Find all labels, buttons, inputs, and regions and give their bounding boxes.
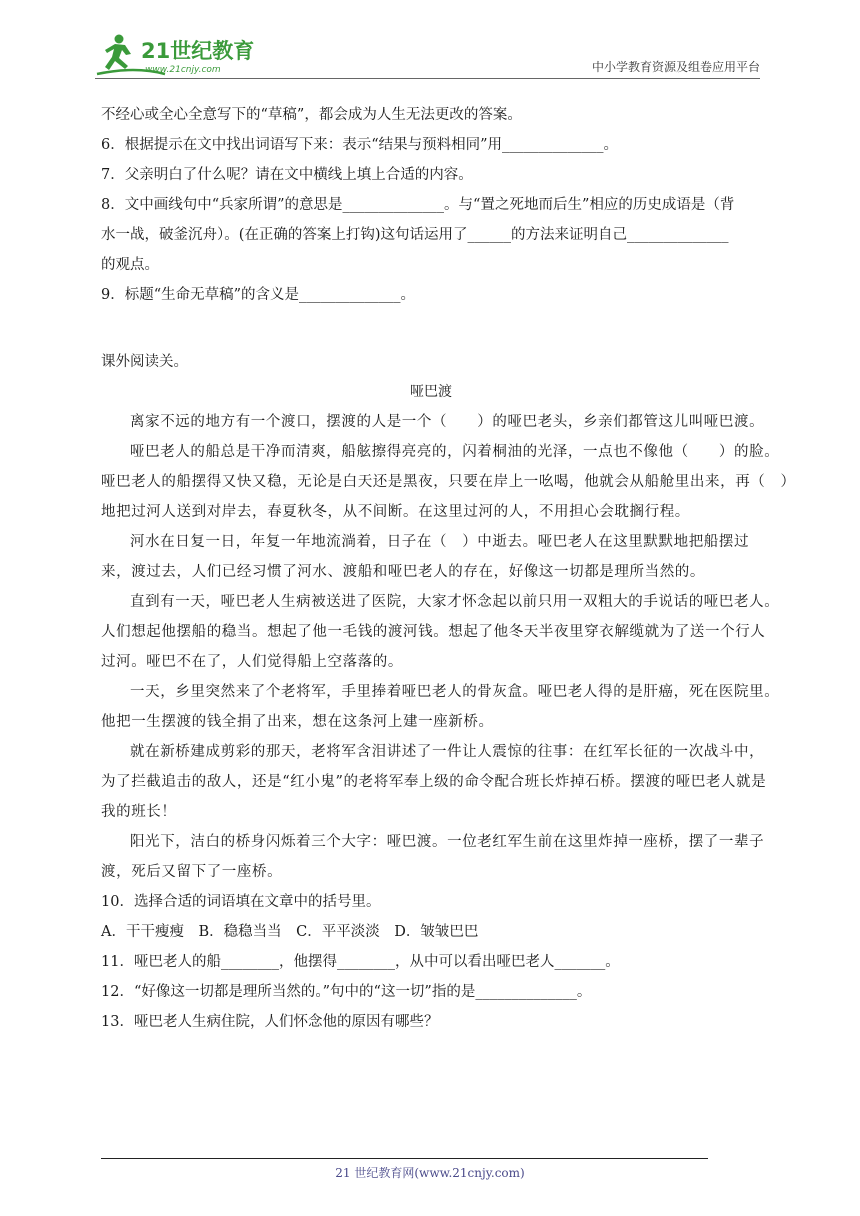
question-8-line-1: 8．文中画线句中“兵家所谓”的意思是______________。与“置之死地而后生”相应的历史成语是（背 [101,197,735,213]
story-line: 为了拦截追击的敌人，还是“红小鬼”的老将军奉上级的命令配合班长炸掉石桥。摆渡的哑巴老人就是 [101,774,767,790]
question-6: 6．根据提示在文中找出词语写下来：表示“结果与预料相同”用______________。 [101,137,619,153]
header-divider [95,78,760,79]
story-line: 过河。哑巴不在了，人们觉得船上空落落的。 [101,654,403,670]
question-10: 10．选择合适的词语填在文章中的括号里。 [101,894,381,910]
story-line: 河水在日复一日，年复一年地流淌着，日子在（ ）中逝去。哑巴老人在这里默默地把船摆过 [130,534,750,550]
story-line: 哑巴老人的船总是干净而清爽，船舷擦得亮亮的，闪着桐油的光泽，一点也不像他（ ）的脸。 [130,444,780,460]
story-line: 离家不远的地方有一个渡口，摆渡的人是一个（ ）的哑巴老头，乡亲们都管这儿叫哑巴渡。 [130,414,765,430]
story-line: 渡，死后又留下了一座桥。 [101,864,283,880]
story-line: 就在新桥建成剪彩的那天，老将军含泪讲述了一件让人震惊的往事：在红军长征的一次战斗中， [130,744,765,760]
question-10-options: A．干干瘦瘦 B．稳稳当当 C．平平淡淡 D．皱皱巴巴 [101,924,479,940]
question-8-line-3: 的观点。 [101,257,159,273]
site-logo [95,30,265,78]
logo-text: 21世纪教育 [141,39,255,63]
question-12: 12．“好像这一切都是理所当然的。”句中的“这一切”指的是______________。 [101,984,592,1000]
document-body [101,100,796,1037]
story-line: 人们想起他摆船的稳当。想起了他一毛钱的渡河钱。想起了他冬天半夜里穿衣解缆就为了送一个行人 [101,624,766,640]
question-11: 11．哑巴老人的船________，他摆得________，从中可以看出哑巴老人_______。 [101,954,620,970]
footer-divider [101,1158,708,1159]
story-line: 直到有一天，哑巴老人生病被送进了医院，大家才怀念起以前只用一双粗大的手说话的哑巴老人。 [130,594,780,610]
logo-url: www.21cnjy.com [145,65,221,75]
runner-body-icon [105,44,131,70]
story-line: 阳光下，洁白的桥身闪烁着三个大字：哑巴渡。一位老红军生前在这里炸掉一座桥，摆了一辈子 [130,834,765,850]
question-7: 7．父亲明白了什么呢？请在文中横线上填上合适的内容。 [101,167,473,183]
story-line: 来，渡过去，人们已经习惯了河水、渡船和哑巴老人的存在，好像这一切都是理所当然的。 [101,564,705,580]
passage-tail: 不经心或全心全意写下的“草稿”，都会成为人生无法更改的答案。 [101,107,522,123]
page-footer: 21 世纪教育网(www.21cnjy.com) [335,1166,525,1180]
story-line: 我的班长！ [101,804,177,820]
section-title: 课外阅读关。 [101,354,188,370]
runner-head-icon [115,35,124,44]
question-9: 9．标题“生命无草稿”的含义是______________。 [101,287,416,303]
story-title: 哑巴渡 [410,384,452,400]
story-line: 哑巴老人的船摆得又快又稳，无论是白天还是黑夜，只要在岸上一吆喝，他就会从船舱里出来，再（ ） [101,474,796,490]
story-line: 他把一生摆渡的钱全捐了出来，想在这条河上建一座新桥。 [101,714,494,730]
platform-name: 中小学教育资源及组卷应用平台 [591,60,760,74]
story-text [101,407,796,887]
story-line: 地把过河人送到对岸去，春夏秋冬，从不间断。在这里过河的人，不用担心会耽搁行程。 [101,504,690,520]
question-8-line-2: 水一战，破釜沉舟）。(在正确的答案上打钩)这句话运用了______的方法来证明自己______________ [101,227,729,243]
story-line: 一天，乡里突然来了个老将军，手里捧着哑巴老人的骨灰盒。哑巴老人得的是肝癌，死在医院里。 [130,684,780,700]
page-header [95,30,760,80]
question-13: 13．哑巴老人生病住院，人们怀念他的原因有哪些？ [101,1014,439,1030]
